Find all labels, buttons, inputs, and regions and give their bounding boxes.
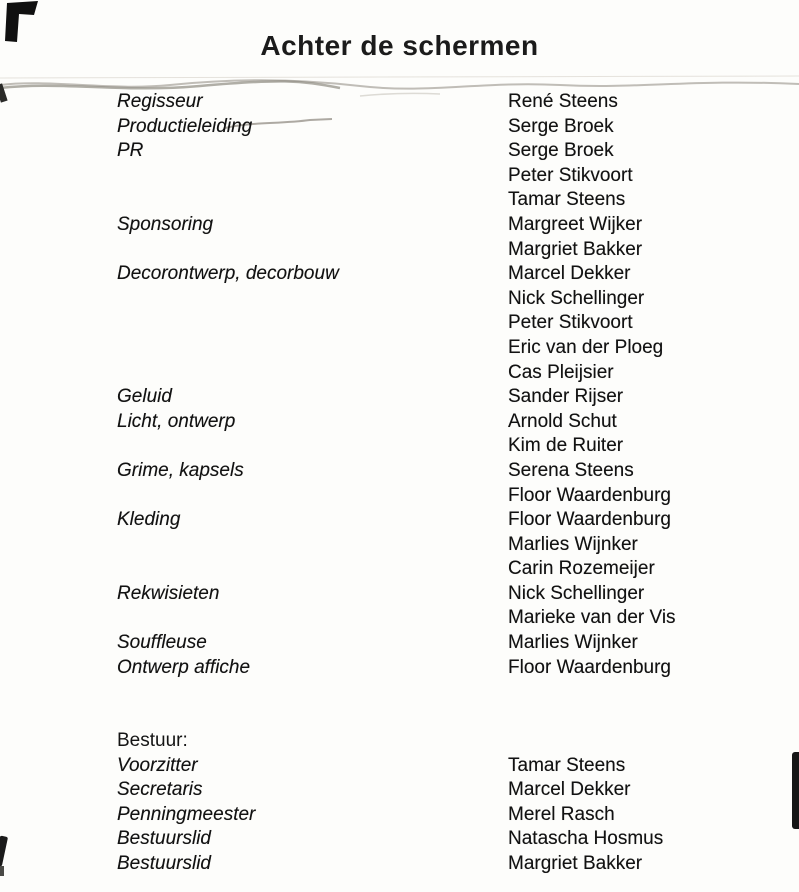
role-label: Grime, kapsels [117,459,244,481]
person-name: Serena Steens [508,459,634,481]
person-name: Serge Broek [508,115,614,137]
board-heading: Bestuur: [117,730,188,751]
role-label: Productieleiding [117,115,253,137]
scan-edge-mark-right [792,752,799,829]
person-name: Margriet Bakker [508,852,643,874]
credit-row [117,557,759,582]
person-name: Tamar Steens [508,189,626,211]
role-label: Voorzitter [117,754,198,776]
role-label: Kleding [117,509,181,531]
person-name: Floor Waardenburg [508,656,671,678]
credit-row [117,459,759,484]
credit-row [117,115,759,140]
credit-row [117,410,759,435]
credit-row [117,827,759,852]
role-label: Geluid [117,386,172,408]
person-name: René Steens [508,91,618,112]
role-label: PR [117,140,144,162]
person-name: Floor Waardenburg [508,484,671,506]
credit-row [117,434,759,459]
role-label [117,164,508,189]
credit-row [117,188,759,213]
credit-row [117,778,759,803]
credit-row [117,606,759,631]
role-label [117,484,508,509]
credit-row [117,287,759,312]
role-label [117,557,508,582]
person-name: Peter Stikvoort [508,164,633,186]
role-label: Regisseur [117,91,203,112]
role-label [117,533,508,558]
credit-row [117,533,759,558]
person-name: Eric van der Ploeg [508,336,664,358]
person-name: Serge Broek [508,140,614,162]
role-label: Penningmeester [117,803,256,825]
credit-row [117,336,759,361]
person-name: Floor Waardenburg [508,509,671,531]
role-label [117,361,508,386]
credit-row [117,139,759,164]
person-name: Marcel Dekker [508,779,631,801]
credit-row [117,385,759,410]
person-name: Marlies Wijnker [508,632,638,654]
person-name: Marlies Wijnker [508,533,638,555]
role-label [117,434,508,459]
person-name: Carin Rozemeijer [508,558,655,580]
scan-edge-speck-bottom-left [0,866,4,876]
role-label [117,188,508,213]
credit-row [117,754,759,779]
person-name: Marieke van der Vis [508,607,676,629]
credit-row [117,90,759,115]
credit-row [117,213,759,238]
role-label: Rekwisieten [117,582,220,604]
role-label: Ontwerp affiche [117,656,251,678]
role-label [117,311,508,336]
board-list [117,754,759,877]
credit-row [117,164,759,189]
role-label: Licht, ontwerp [117,410,236,432]
role-label: Bestuurslid [117,852,211,874]
credit-row [117,803,759,828]
credit-row [117,656,759,681]
credit-row [117,361,759,386]
person-name: Peter Stikvoort [508,312,633,334]
person-name: Cas Pleijsier [508,361,614,383]
credit-row [117,238,759,263]
role-label [117,287,508,312]
person-name: Nick Schellinger [508,582,645,604]
credit-row [117,508,759,533]
person-name: Sander Rijser [508,386,624,408]
page-title: Achter de schermen [260,30,539,61]
scan-edge-mark-left [0,83,8,102]
person-name: Kim de Ruiter [508,435,624,457]
credit-row [117,262,759,287]
person-name: Margreet Wijker [508,213,643,235]
scan-edge-mark-bottom-left [0,835,8,866]
person-name: Margriet Bakker [508,238,643,260]
role-label [117,238,508,263]
role-label: Souffleuse [117,632,207,654]
person-name: Merel Rasch [508,803,615,825]
credit-row [117,631,759,656]
person-name: Arnold Schut [508,410,617,432]
credit-row [117,852,759,877]
role-label [117,606,508,631]
credit-row [117,582,759,607]
person-name: Marcel Dekker [508,263,631,285]
role-label [117,336,508,361]
person-name: Nick Schellinger [508,287,645,309]
board-section [117,729,759,877]
credit-row [117,311,759,336]
role-label: Decorontwerp, decorbouw [117,263,339,285]
credits-list [117,90,759,680]
credit-row [117,484,759,509]
role-label: Secretaris [117,779,203,801]
person-name: Natascha Hosmus [508,828,664,850]
role-label: Bestuurslid [117,828,211,850]
person-name: Tamar Steens [508,754,626,776]
role-label: Sponsoring [117,213,214,235]
